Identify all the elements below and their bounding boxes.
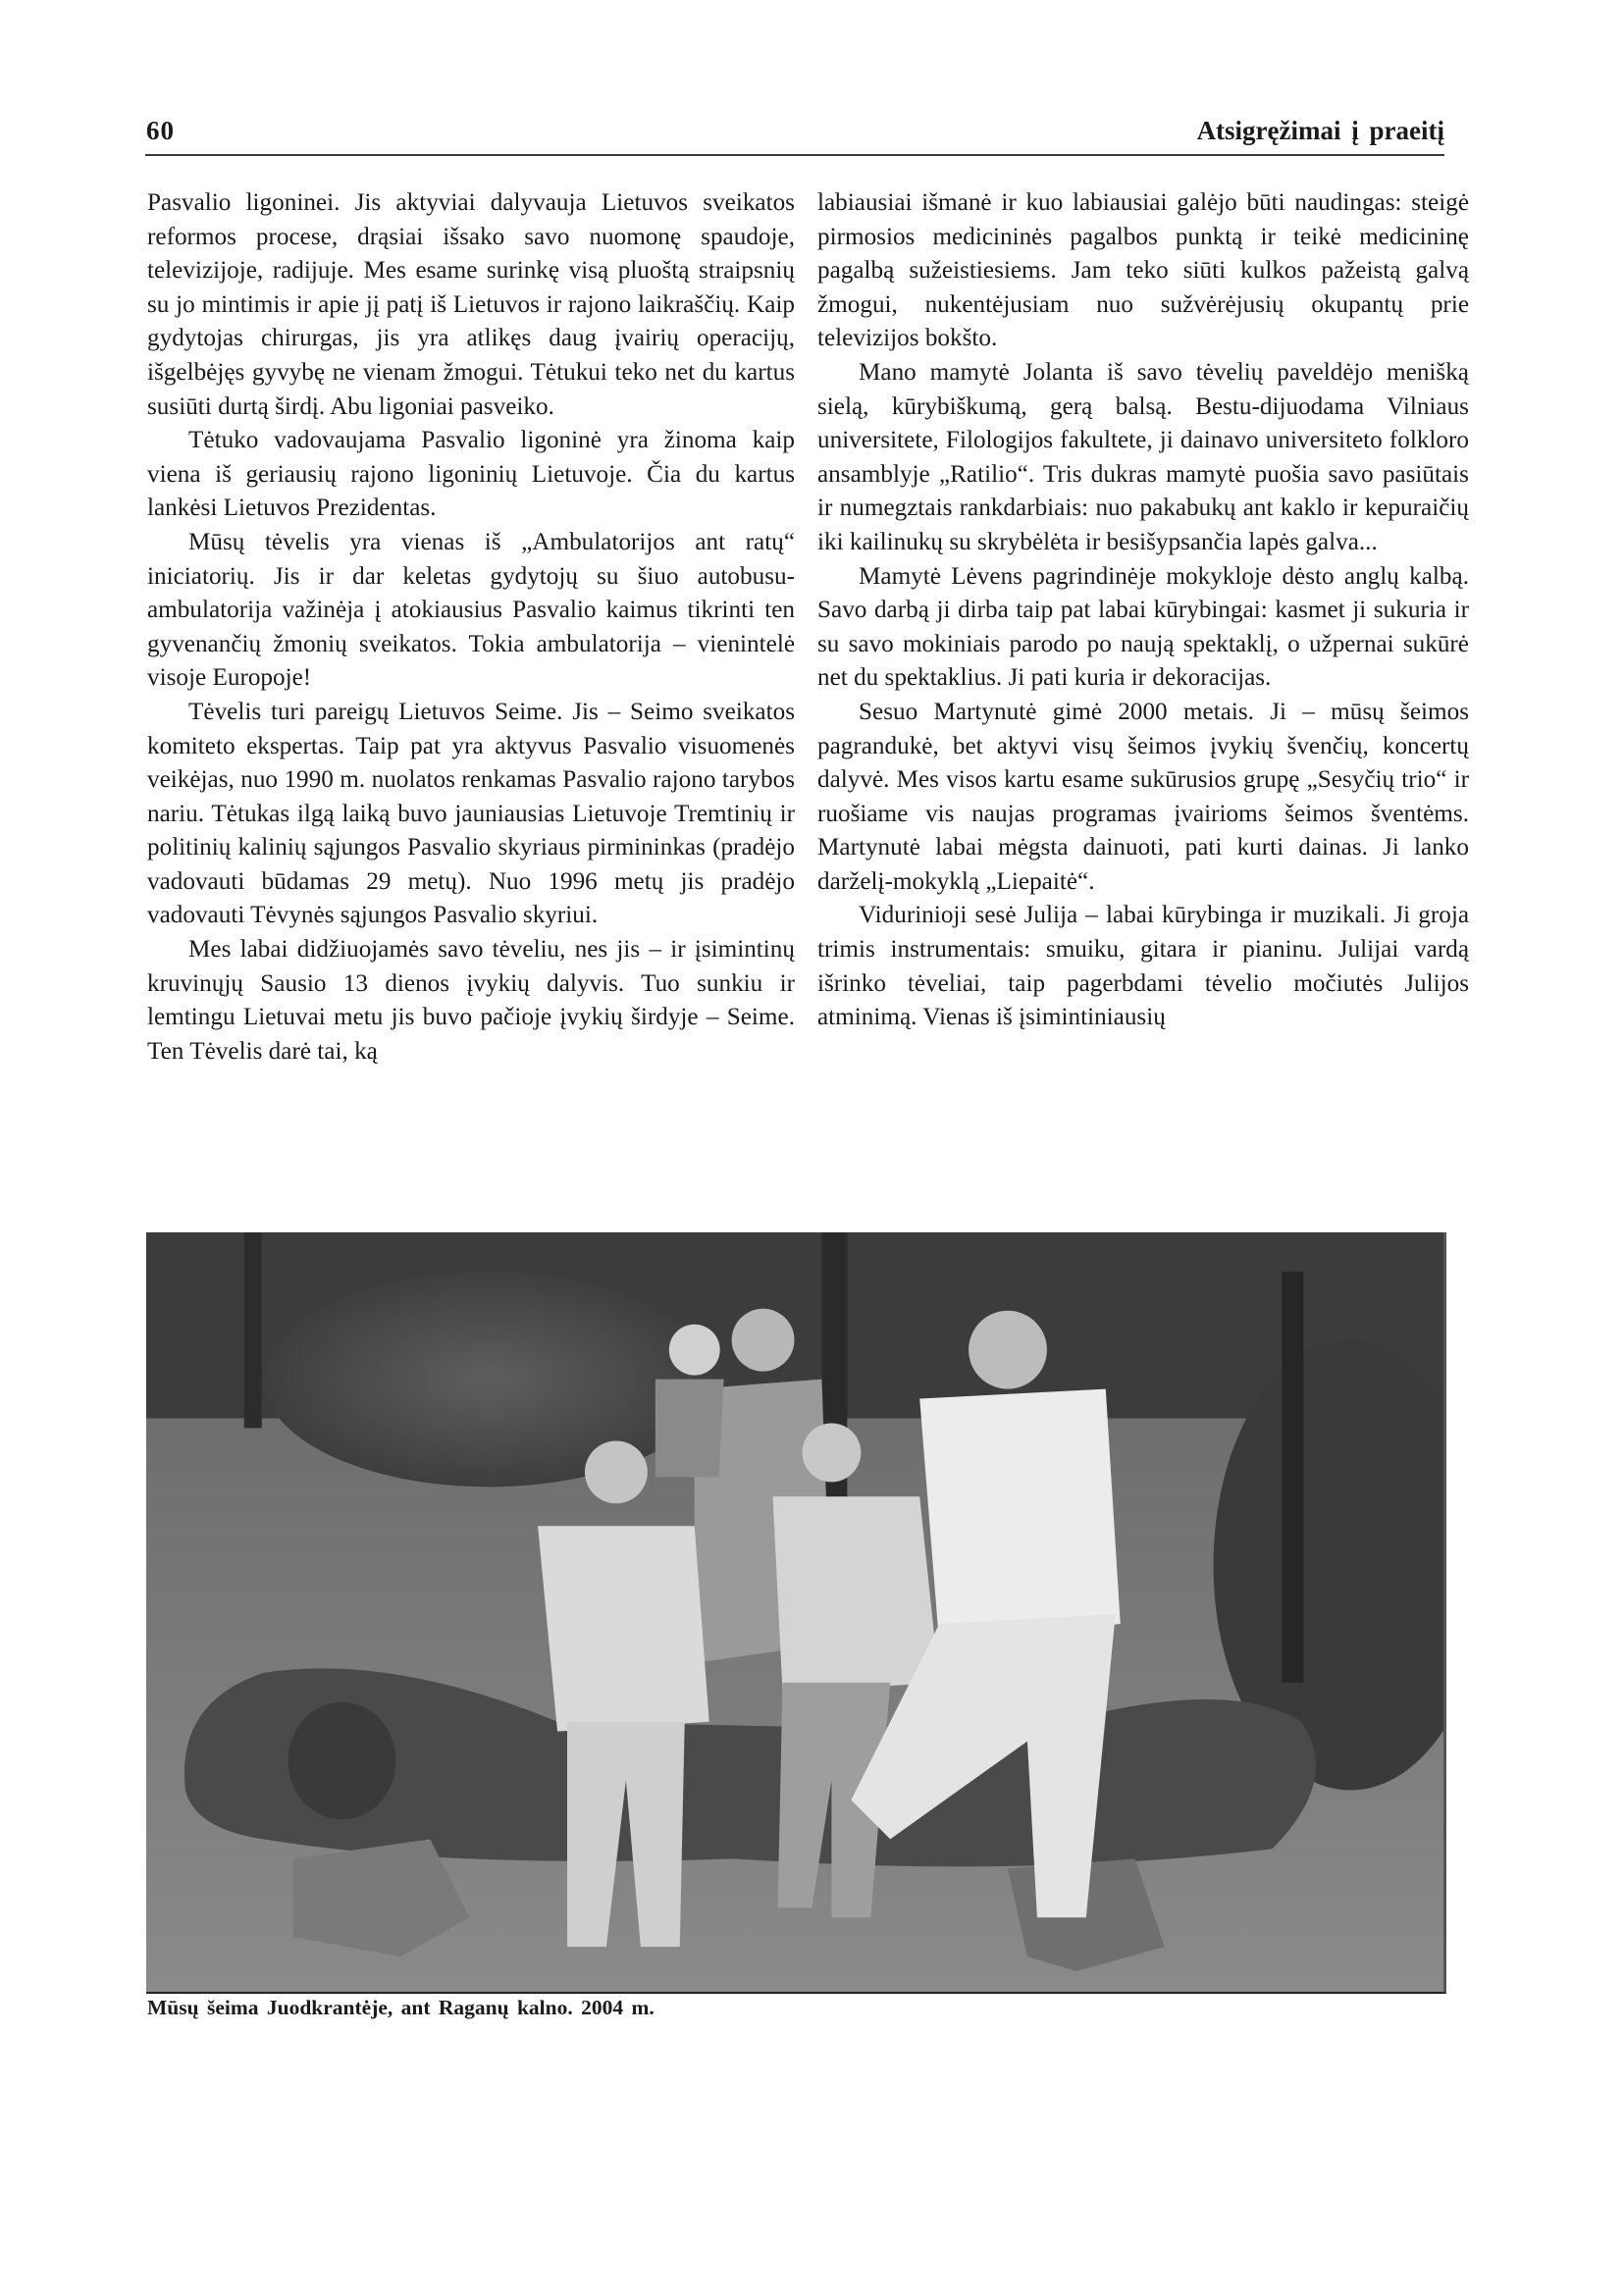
photo-caption: Mūsų šeima Juodkrantėje, ant Raganų kalno. 2004 m. <box>147 1996 655 2019</box>
paragraph: Tėtuko vadovaujama Pasvalio ligoninė yra žinoma kaip viena iš geriausių rajono ligoninių Lietuvoje. Čia du kartus lankėsi Lietuvos Prezidentas. <box>147 427 795 522</box>
paragraph: Pasvalio ligoninei. Jis aktyviai dalyvauja Lietuvos sveikatos reformos procese, drąsiai išsako savo nuomonę spaudoje, televizijoje, radijuje. Mes esame surinkę visą pluoštą straipsnių su jo mintimis ir apie jį patį iš Lietuvos ir rajono laikraščių. Kaip gydytojas chirurgas, jis yra atlikęs daug įvairių operacijų, išgelbėjęs gyvybę ne vienam žmogui. Tėtukui teko net du kartus susiūti durtą širdį. Abu ligoniai pasveiko. <box>147 189 795 420</box>
paragraph: Vidurinioji sesė Julija – labai kūrybinga ir muzikali. Ji groja trimis instrumentais: smuiku, gitara ir pianinu. Julijai vardą išrinko tėveliai, taip pagerbdami tėvelio močiutės Julijos atminimą. Vienas iš įsimintiniausių <box>817 902 1469 1031</box>
tree-trunk <box>244 1232 262 1428</box>
left-column <box>147 186 795 1069</box>
paragraph: labiausiai išmanė ir kuo labiausiai galėjo būti naudingas: steigė pirmosios medicininės pagalbos punktą ir teikė medicininę pagalbą sužeistiesiems. Jam teko siūti kulkos pažeistą galvą žmogui, nukentėjusiam nuo sužvėrėjusių okupantų prie televizijos bokšto. <box>817 189 1469 352</box>
father-shirt <box>919 1389 1121 1643</box>
paragraph: Mamytė Lėvens pagrindinėje mokykloje dėsto anglų kalbą. Savo darbą ji dirba taip pat labai kūrybingai: kasmet ji sukuria ir su savo mokiniais parodo po naują spektaklį, o užpernai sukūrė net du spektaklius. Ji pati kuria ir dekoracijas. <box>817 562 1469 692</box>
toddler-body <box>655 1380 724 1478</box>
toddler-head <box>669 1325 720 1376</box>
girl-middle-head <box>802 1423 861 1482</box>
page-number: 60 <box>146 116 175 145</box>
paragraph: Sesuo Martynutė gimė 2000 metais. Ji – mūsų šeimos pagrandukė, bet aktyvi visų šeimos įvykių švenčių, koncertų dalyvė. Mes visos kartu esame sukūrusios grupę „Sesyčių trio“ ir ruošiame vis naujas programas įvairioms šeimos šventėms. Martynutė labai mėgsta dainuoti, pati kurti dainas. Ji lanko darželį-mokyklą „Liepaitė“. <box>817 698 1469 895</box>
paragraph: Tėvelis turi pareigų Lietuvos Seime. Jis – Seimo sveikatos komiteto ekspertas. Taip pat yra aktyvus Pasvalio visuomenės veikėjas, nuo 1990 m. nuolatos renkamas Pasvalio rajono tarybos nariu. Tėtukas ilgą laiką buvo jauniausias Lietuvoje Tremtinių ir politinių kalinių sąjungos Pasvalio skyriaus pirmininkas (pradėjo vadovauti būdamas 29 metų). Nuo 1996 metų jis pradėjo vadovauti Tėvynės sąjungos Pasvalio skyriui. <box>147 698 795 929</box>
girl-left-body <box>538 1526 709 1731</box>
father-head <box>969 1311 1047 1389</box>
bench-carved-face <box>288 1702 396 1820</box>
paragraph: Mano mamytė Jolanta iš savo tėvelių paveldėjo menišką sielą, kūrybiškumą, gerą balsą. Bestu-dijuodama Vilniaus universitete, Filologijos fakultete, ji dainavo universiteto folkloro ansamblyje „Ratilio“. Tris dukras mamytė puošia savo pasiūtais ir numegztais rankdarbiais: nuo pakabukų ant kaklo ir kepuraičių iki kailinukų su skrybėlėta ir besišypsančia lapės galva... <box>817 358 1469 555</box>
family-photo <box>146 1232 1446 1994</box>
right-column <box>817 186 1469 1035</box>
girl-middle-body <box>773 1496 940 1692</box>
photo-illustration <box>146 1232 1443 1992</box>
bush <box>264 1272 714 1487</box>
paragraph: Mūsų tėvelis yra vienas iš „Ambulatorijos ant ratų“ iniciatorių. Jis ir dar keletas gydytojų su šiuo autobusu-ambulatorija važinėja į atokiausius Pasvalio kaimus tikrinti ten gyvenančių žmonių sveikatos. Tokia ambulatorija – vienintelė visoje Europoje! <box>147 528 795 692</box>
paragraph: Mes labai didžiuojamės savo tėveliu, nes jis – ir įsimintinų kruvinųjų Sausio 13 dienos įvykių dalyvis. Tuo sunkiu ir lemtingu Lietuvai metu jis buvo pačioje įvykių širdyje – Seime. Ten Tėvelis darė tai, ką <box>147 936 795 1065</box>
header-rule <box>145 154 1444 156</box>
tree-trunk <box>1282 1272 1303 1683</box>
running-title: Atsigręžimai į praeitį <box>1196 116 1444 145</box>
mother-head <box>732 1309 795 1372</box>
girl-left-head <box>585 1440 648 1503</box>
